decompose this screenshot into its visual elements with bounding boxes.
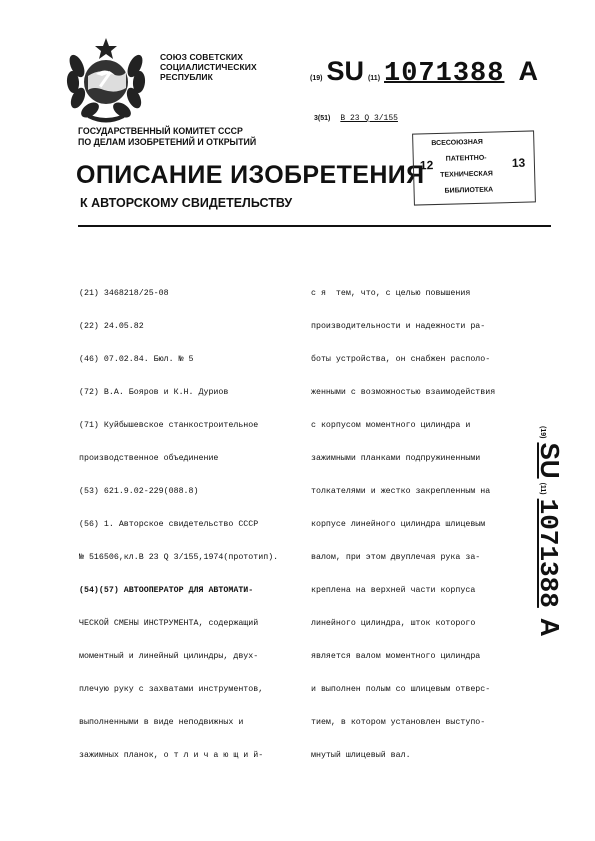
- right-line: женными с возможностью взаимодействия: [311, 388, 496, 397]
- left-line: ЧЕСКОЙ СМЕНЫ ИНСТРУМЕНТА, содержащий: [79, 619, 259, 628]
- left-line: (46) 07.02.84. Бюл. № 5: [79, 355, 194, 364]
- header-rule: [78, 225, 551, 227]
- claims-column: [311, 266, 495, 772]
- right-line: креплена на верхней части корпуса: [311, 586, 476, 595]
- left-line: (53) 621.9.02-229(088.8): [79, 487, 199, 496]
- right-line: производительности и надежности ра-: [311, 322, 486, 331]
- stamp-line-3: ТЕХНИЧЕСКАЯ: [440, 170, 493, 179]
- union-line-3: РЕСПУБЛИК: [160, 72, 213, 82]
- stamp-number-left: 12: [419, 158, 434, 173]
- ussr-emblem: [60, 32, 152, 124]
- right-line: с я тем, что, с целью повышения: [311, 289, 471, 298]
- left-line: (54)(57) АВТООПЕРАТОР ДЛЯ АВТОМАТИ-: [79, 586, 254, 595]
- kind-code: A: [518, 56, 538, 86]
- document-subtitle: К АВТОРСКОМУ СВИДЕТЕЛЬСТВУ: [80, 196, 293, 210]
- right-line: линейного цилиндра, шток которого: [311, 619, 476, 628]
- ipc-code: В 23 Q 3/155: [340, 114, 398, 123]
- left-line: № 516506,кл.В 23 Q 3/155,1974(прототип).: [79, 553, 279, 562]
- stamp-line-4: БИБЛИОТЕКА: [444, 186, 494, 195]
- country-code: SU: [326, 56, 364, 86]
- code-51: 3(51): [314, 115, 331, 122]
- right-line: толкателями и жестко закрепленным на: [311, 487, 491, 496]
- code-11: (11): [367, 75, 381, 82]
- vertical-kind-code: A: [535, 617, 565, 637]
- right-line: тием, в котором установлен выступо-: [311, 718, 486, 727]
- stamp-line-1: ВСЕСОЮЗНАЯ: [431, 138, 484, 148]
- union-title: [160, 52, 257, 82]
- vertical-country-code: SU: [535, 442, 565, 479]
- vertical-code-11: (11): [539, 482, 546, 495]
- union-line-2: СОЦИАЛИСТИЧЕСКИХ: [160, 62, 257, 72]
- right-line: валом, при этом двуплечая рука за-: [311, 553, 481, 562]
- right-line: боты устройства, он снабжен располо-: [311, 355, 491, 364]
- left-line: производственное объединение: [79, 454, 219, 463]
- left-line: (21) 3468218/25-08: [79, 289, 169, 298]
- patent-number: 1071388: [384, 59, 505, 89]
- right-line: корпусе линейного цилиндра шлицевым: [311, 520, 486, 529]
- left-line: (72) В.А. Бояров и К.Н. Дуриов: [79, 388, 229, 397]
- right-line: зажимными планками подпружиненными: [311, 454, 481, 463]
- right-line: и выполнен полым со шлицевым отверс-: [311, 685, 491, 694]
- left-line: (56) 1. Авторское свидетельство СССР: [79, 520, 259, 529]
- left-line: (71) Куйбышевское станкостроительное: [79, 421, 259, 430]
- library-stamp: [412, 130, 536, 205]
- stamp-line-2: ПАТЕНТНО-: [445, 154, 487, 163]
- patent-header: [310, 56, 538, 89]
- document-title: ОПИСАНИЕ ИЗОБРЕТЕНИЯ: [76, 161, 425, 189]
- union-line-1: СОЮЗ СОВЕТСКИХ: [160, 52, 244, 62]
- vertical-patent-number: [533, 426, 566, 637]
- committee-line-2: ПО ДЕЛАМ ИЗОБРЕТЕНИЙ И ОТКРЫТИЙ: [78, 137, 257, 147]
- vertical-patent-digits: 1071388: [533, 498, 563, 608]
- right-line: мнутый шлицевый вал.: [311, 751, 411, 760]
- ipc-classification: [314, 107, 398, 125]
- right-line: с корпусом моментного цилиндра и: [311, 421, 471, 430]
- committee: [78, 126, 256, 148]
- left-line: выполненными в виде неподвижных и: [79, 718, 244, 727]
- vertical-code-19: (19): [539, 426, 546, 439]
- bibliographic-column: [79, 266, 278, 772]
- code-19: (19): [310, 75, 323, 82]
- committee-line-1: ГОСУДАРСТВЕННЫЙ КОМИТЕТ СССР: [78, 126, 243, 136]
- left-line: (22) 24.05.82: [79, 322, 144, 331]
- right-line: является валом моментного цилиндра: [311, 652, 481, 661]
- stamp-number-right: 13: [511, 155, 526, 171]
- left-line: зажимных планок, о т л и ч а ю щ и й-: [79, 751, 264, 760]
- left-line: плечую руку с захватами инструментов,: [79, 685, 264, 694]
- left-line: моментный и линейный цилиндры, двух-: [79, 652, 259, 661]
